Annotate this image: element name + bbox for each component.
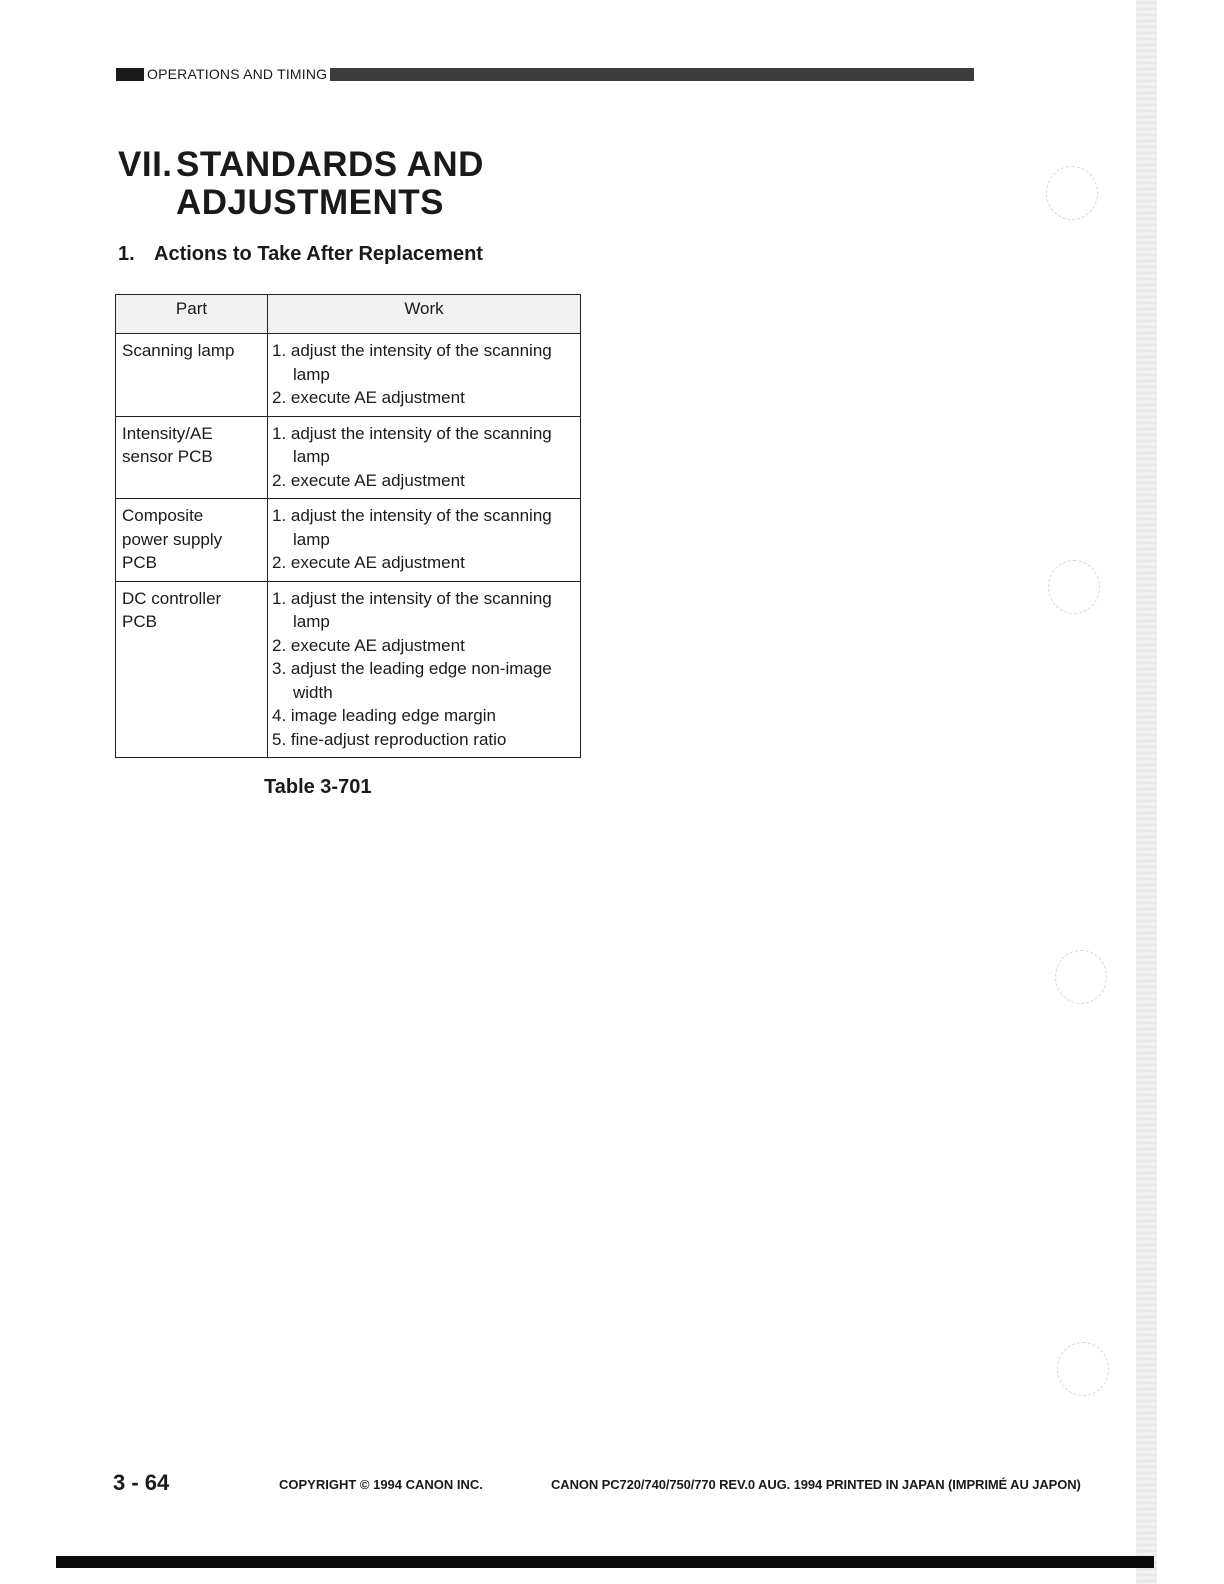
- punch-hole-upper: [1048, 560, 1100, 614]
- chapter-title-line1: STANDARDS AND: [176, 145, 484, 184]
- header-label: OPERATIONS AND TIMING: [144, 67, 330, 82]
- table-row: [116, 581, 581, 758]
- part-cell: [116, 581, 268, 758]
- page-number: 3 - 64: [113, 1470, 170, 1495]
- work-step: 1. adjust the intensity of the scanning lamp: [272, 423, 552, 466]
- table-row: [116, 499, 581, 582]
- copyright-notice: COPYRIGHT © 1994 CANON INC.: [279, 1477, 483, 1492]
- part-line: PCB: [122, 612, 157, 631]
- table-row: [116, 334, 581, 417]
- work-step: 1. adjust the intensity of the scanning lamp: [272, 341, 552, 384]
- part-line: sensor PCB: [122, 447, 213, 466]
- part-cell: [116, 499, 268, 582]
- punch-hole-bottom: [1057, 1342, 1109, 1396]
- table-row: [116, 416, 581, 499]
- table-header-row: [116, 295, 581, 334]
- punch-hole-top: [1046, 166, 1098, 220]
- work-steps: [272, 339, 574, 410]
- column-header-part: Part: [116, 295, 268, 334]
- work-cell: [268, 581, 581, 758]
- work-steps: [272, 587, 574, 752]
- imprint-line: CANON PC720/740/750/770 REV.0 AUG. 1994 PRINTED IN JAPAN (IMPRIMÉ AU JAPON): [551, 1477, 1081, 1492]
- part-line: power supply: [122, 529, 223, 549]
- part-line: Composite: [122, 506, 204, 525]
- binder-edge: [1136, 0, 1157, 1584]
- column-header-work: Work: [268, 295, 581, 334]
- punch-hole-lower: [1055, 950, 1107, 1004]
- running-header: [116, 68, 974, 81]
- work-cell: [268, 499, 581, 582]
- replacement-actions-table: [115, 294, 581, 758]
- work-step: 1. adjust the intensity of the scanning lamp: [272, 506, 552, 549]
- part-cell: [116, 334, 268, 417]
- work-step: 2. execute AE adjustment: [272, 470, 465, 490]
- work-steps: [272, 422, 574, 493]
- bottom-edge-bar: [56, 1556, 1154, 1568]
- work-step: 2. execute AE adjustment: [272, 553, 465, 572]
- work-step: 2. execute AE adjustment: [272, 635, 465, 655]
- chapter-title-line2: ADJUSTMENTS: [176, 183, 445, 222]
- chapter-title: [118, 146, 484, 222]
- work-steps: [272, 504, 574, 575]
- part-line: DC controller: [122, 588, 222, 608]
- table-caption: Table 3-701: [264, 776, 372, 798]
- work-step: 5. fine-adjust reproduction ratio: [272, 729, 507, 749]
- chapter-number: VII.: [118, 145, 173, 184]
- work-step: 2. execute AE adjustment: [272, 388, 465, 407]
- work-step: 4. image leading edge margin: [272, 706, 496, 725]
- part-line: Intensity/AE: [122, 423, 213, 443]
- work-step: 3. adjust the leading edge non-image width: [272, 659, 552, 702]
- work-cell: [268, 416, 581, 499]
- section-title: Actions to Take After Replacement: [154, 243, 483, 265]
- part-line: Scanning lamp: [122, 341, 235, 360]
- part-line: PCB: [122, 553, 157, 572]
- section-heading: [118, 240, 483, 268]
- part-cell: [116, 416, 268, 499]
- work-cell: [268, 334, 581, 417]
- header-lead-block: [116, 68, 144, 81]
- section-number: 1.: [118, 243, 135, 265]
- work-step: 1. adjust the intensity of the scanning lamp: [272, 588, 552, 631]
